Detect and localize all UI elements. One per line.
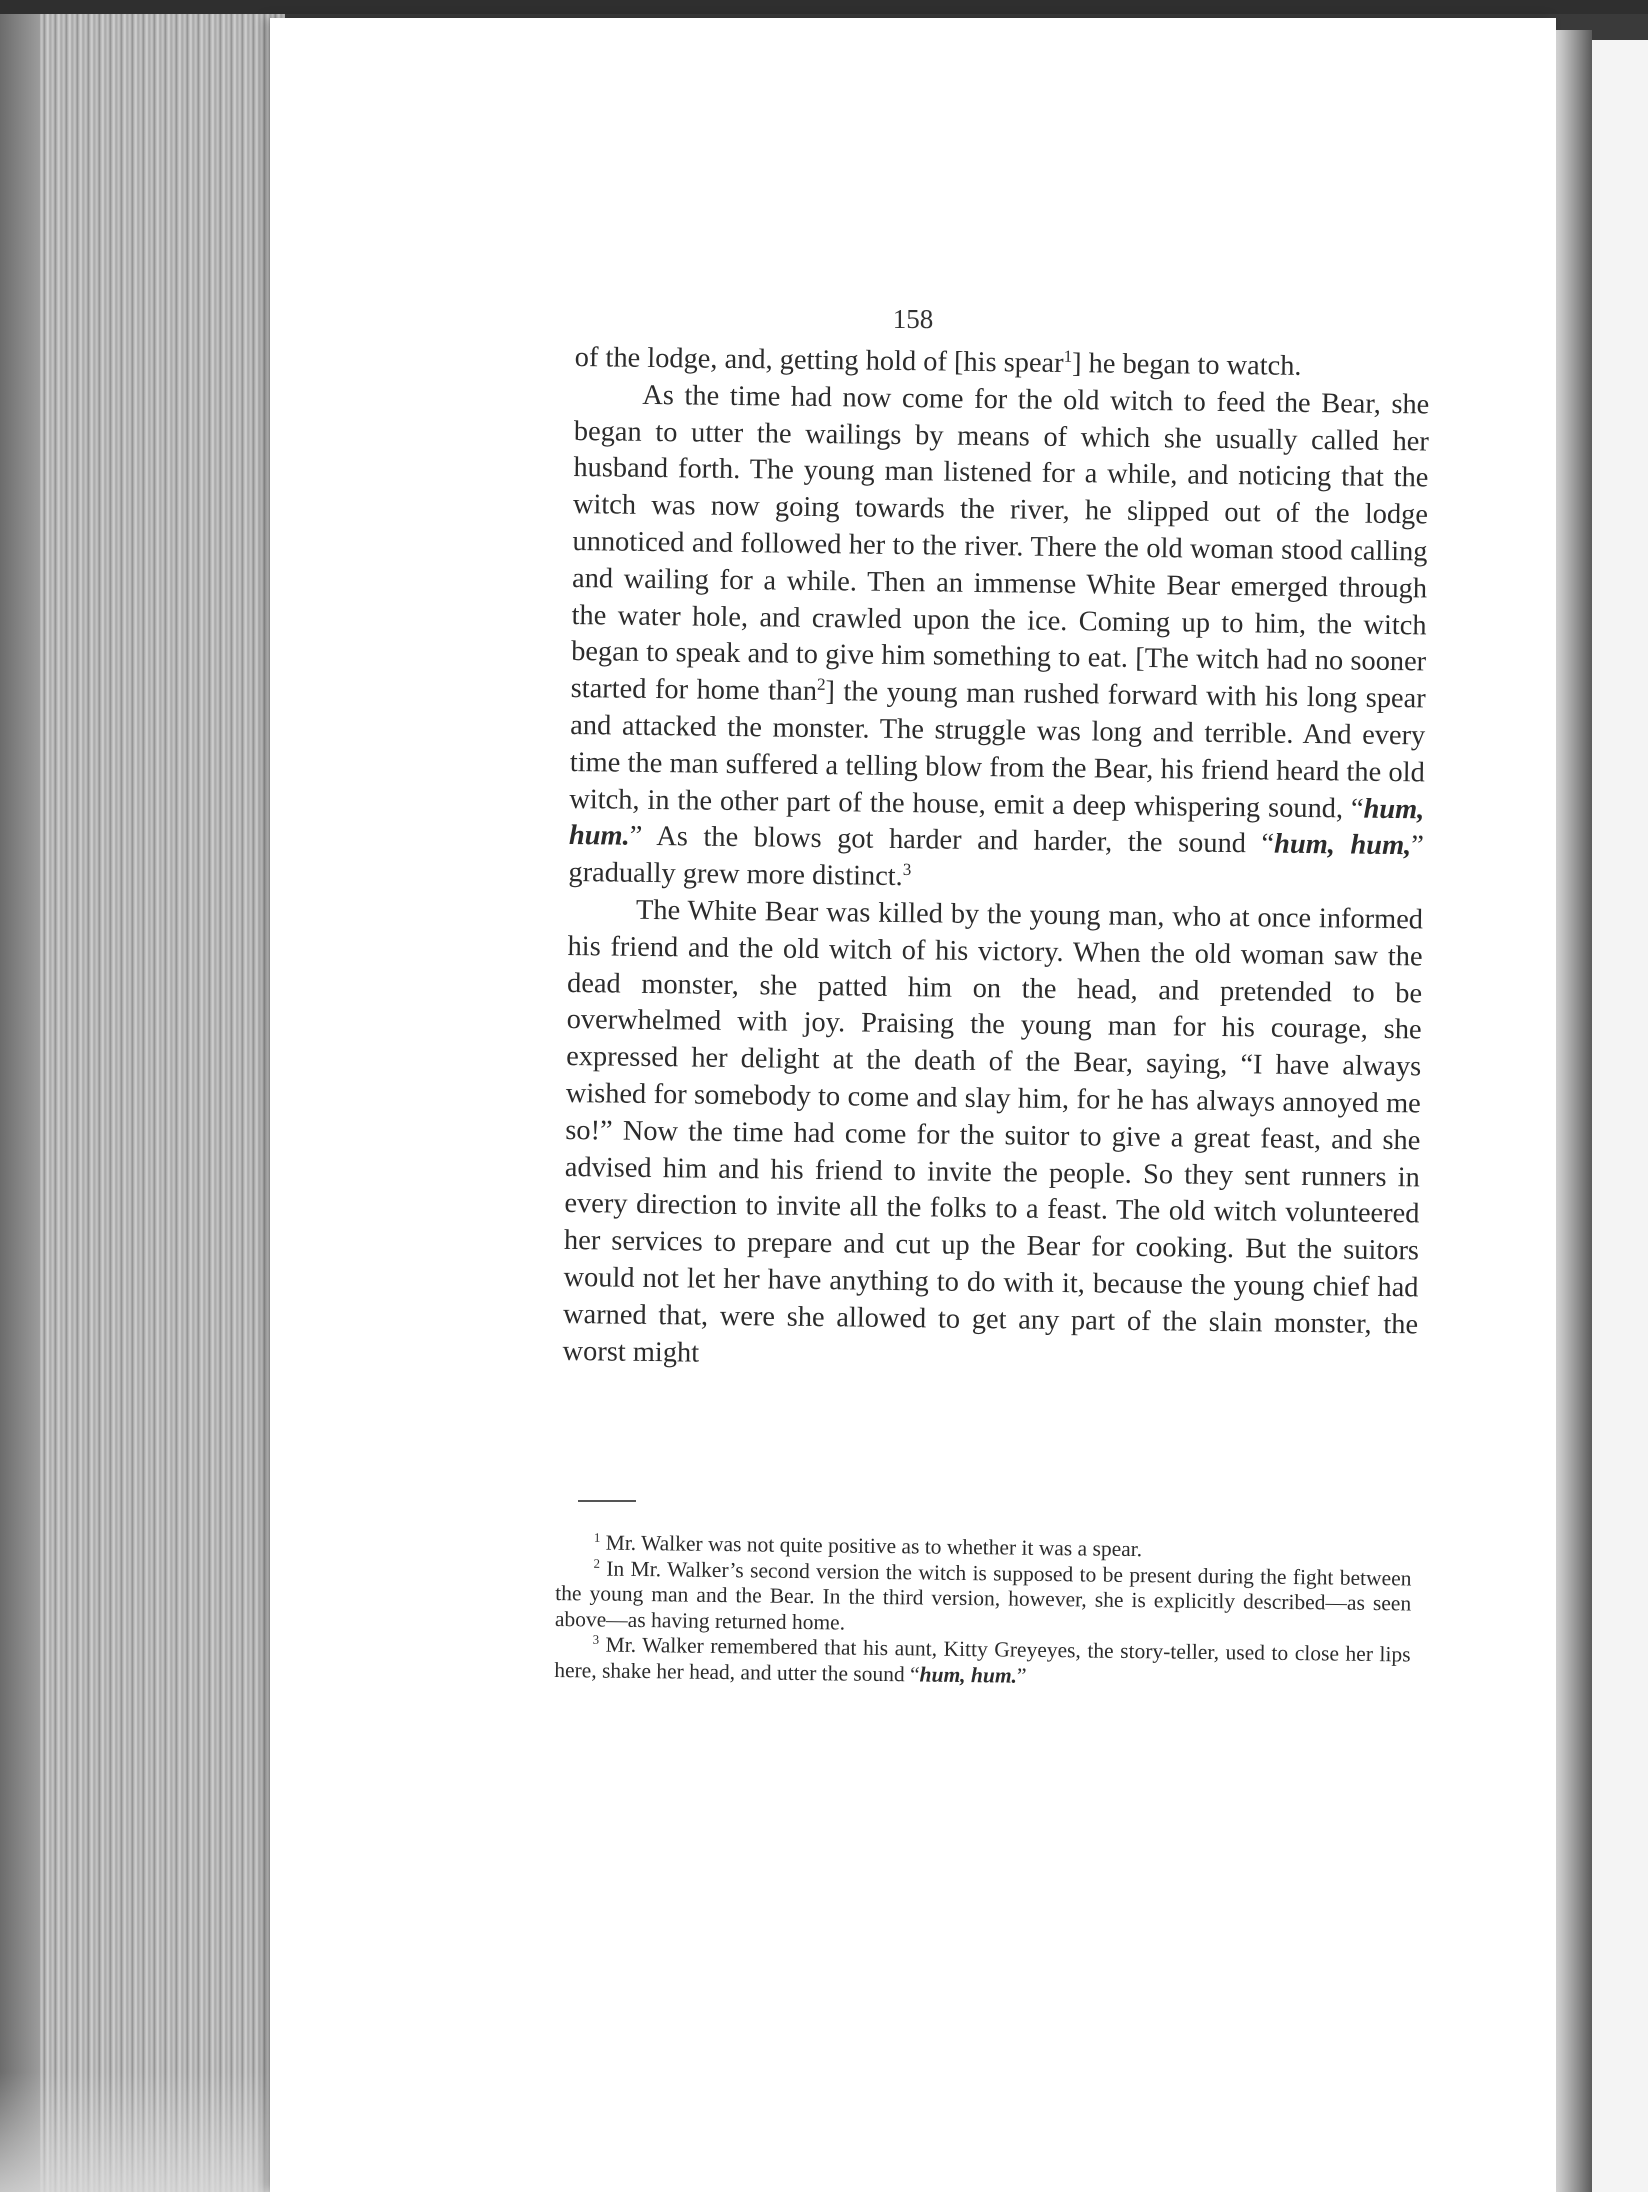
footnote-mark-3: 3 (592, 1632, 600, 1647)
footnote-2-text: In Mr. Walker’s second version the witch is supposed to be present during the fight between the young man and the Bear. In the third version, however, she is explicitly described—as seen above—as having returned home. (554, 1556, 1412, 1635)
footnote-3-text: Mr. Walker remembered that his aunt, Kitty Greyeyes, the story-teller, used to close her lips here, shake her head, and utter the sound “ (554, 1632, 1411, 1686)
paragraph-2-text: As the time had now come for the old witch to feed the Bear, she began to utter the wailings by means of which she usually called her husband forth. The young man listened for a while, and noticing that the witch was now going towards the river, he slipped out of the lodge unnoticed and followed her to the river. There the old woman stood calling and wailing for a while. Then an immense White Bear emerged through the water hole, and crawled upon the ice. Coming up to him, the witch began to speak and to give him something to eat. [The witch had no sooner started for home than (570, 379, 1430, 708)
paragraph-2-text-c: ” As the blows got harder and harder, the sound “ (629, 821, 1275, 860)
paragraph-2-text-b: ] the young man rushed forward with his long spear and attacked the monster. The struggle was long and terrible. And every time the man suffered a telling blow from the Bear, his friend heard the old witch, in the other part of the house, emit a deep whispering sound, “ (569, 676, 1426, 825)
footnote-ref-2: 2 (816, 674, 826, 695)
book-spine-gutter (1556, 30, 1592, 2192)
hum-sound-1: hum, hum. (568, 793, 1425, 853)
footnote-ref-3: 3 (902, 859, 912, 880)
footnote-ref-1: 1 (1063, 346, 1073, 366)
paragraph-1-text: of the lodge, and, getting hold of [his spear (574, 341, 1064, 379)
book-page-edges (0, 14, 285, 2192)
paragraph-2-text-d: ” gradually grew more distinct. (568, 830, 1425, 893)
hum-sound-2: hum, hum, (1273, 828, 1412, 862)
scan-border (0, 0, 1648, 14)
footnote-3 (554, 1632, 1411, 1693)
page-edge-fade (0, 2072, 285, 2192)
footnote-1-text: Mr. Walker was not quite positive as to whether it was a spear. (605, 1530, 1143, 1562)
paragraph-1-text-end: ] he began to watch. (1071, 348, 1302, 382)
footnote-3-end: ” (1016, 1663, 1027, 1688)
footnote-mark-2: 2 (593, 1556, 601, 1571)
footnote-3-hum: hum, hum. (919, 1661, 1018, 1688)
footnotes (554, 1530, 1412, 1693)
footnote-divider (578, 1500, 636, 1502)
page-number: 158 (892, 304, 934, 334)
facing-page-edge (1592, 40, 1648, 2192)
body-text (562, 340, 1430, 1381)
footnote-mark-1: 1 (593, 1530, 601, 1545)
footnote-2 (555, 1555, 1412, 1642)
paragraph-3: The White Bear was killed by the young man, who at once informed his friend and the old witch of his victory. When the old woman saw the dead monster, she patted him on the head, and pretended to be overwhelmed with joy. Praising the young man for his courage, she expressed her delight at the death of the Bear, saying, “I have always wished for somebody to come and slay him, for he has always annoyed me so!” Now the time had come for the suitor to give a great feast, and she advised him and his friend to invite the people. So they sent runners in every direction to invite all the folks to a feast. The old witch volunteered her services to prepare and cut up the Bear for cooking. But the suitors would not let her have anything to do with it, because the young chief had warned that, were she allowed to get any part of the slain monster, the worst might (562, 894, 1424, 1369)
page-edge-shadow (0, 14, 40, 2192)
paragraph-2 (568, 377, 1429, 903)
